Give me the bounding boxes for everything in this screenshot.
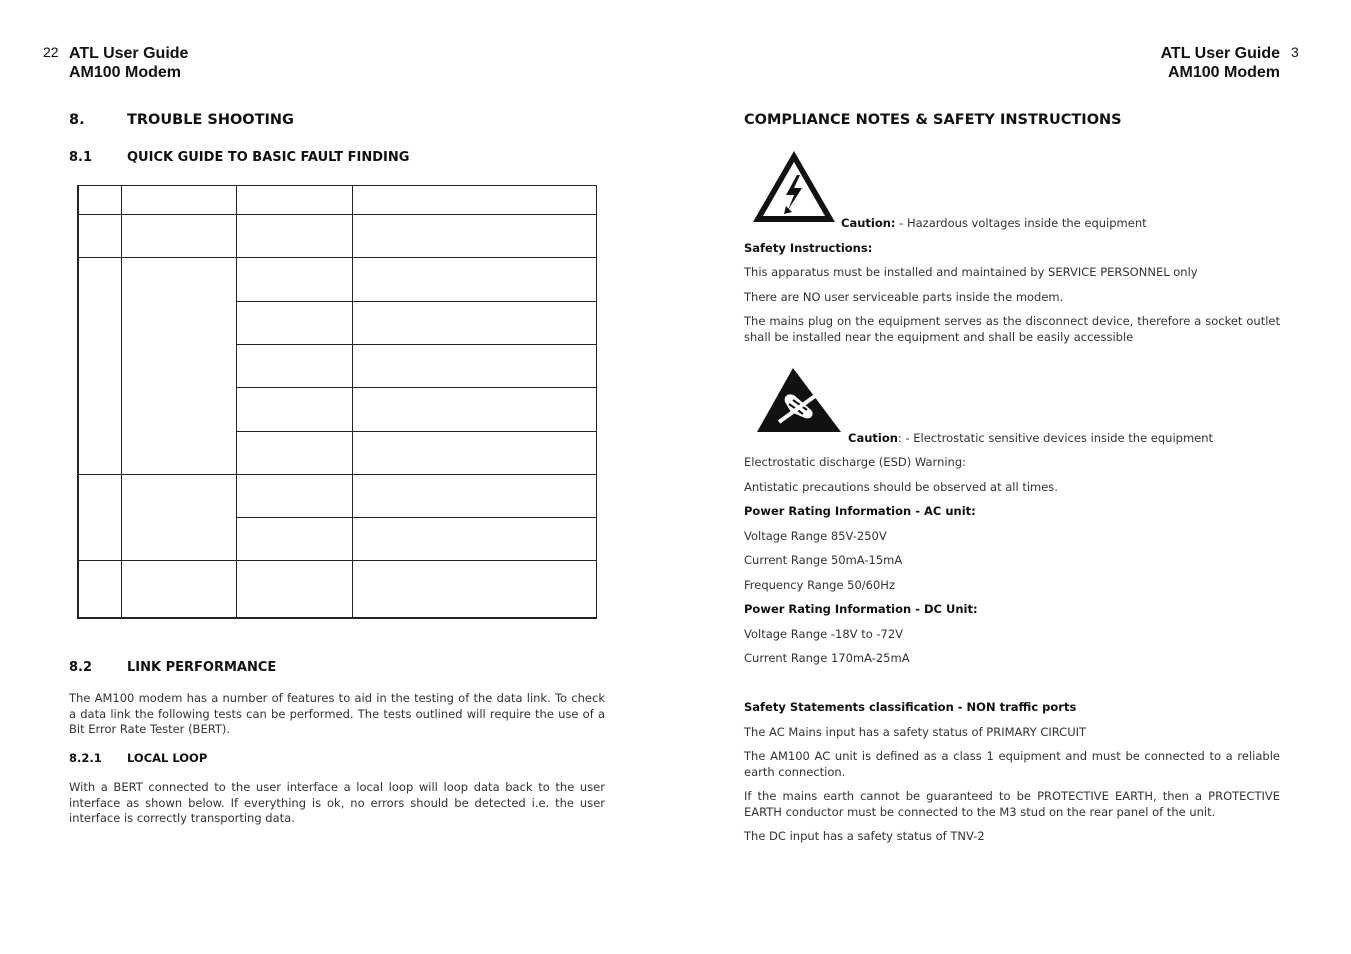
table-cell [237,302,353,345]
table-cell [353,561,597,617]
table-cell [237,475,353,518]
ac-voltage: Voltage Range 85V-250V [744,529,887,543]
esd-line-2: Antistatic precautions should be observed at all times. [744,480,1058,494]
esd-warning-icon [755,366,843,436]
local-loop-paragraph: With a BERT connected to the user interface a local loop will loop data back to the user interface as shown below. If everything is ok, no errors should be detected i.e. the user interface is correctly transporting data. [69,780,605,826]
table-cell [353,215,597,258]
section-title: LINK PERFORMANCE [127,660,277,675]
section-heading-8-2-1 [69,751,207,765]
safety-line-3: The mains plug on the equipment serves as the disconnect device, therefore a socket outlet shall be installed near the equipment and shall be easily accessible [744,314,1280,344]
link-performance-paragraph: The AM100 modem has a number of features to aid in the testing of the data link. To check a data link the following tests can be performed. The tests outlined will require the use of a Bit Error Rate Tester (BERT). [69,691,605,737]
classification-line-1: The AC Mains input has a safety status of PRIMARY CIRCUIT [744,725,1087,739]
table-cell [237,518,353,561]
ac-current: Current Range 50mA-15mA [744,553,903,567]
dc-rating-heading: Power Rating Information - DC Unit: [744,602,978,616]
ac-frequency: Frequency Range 50/60Hz [744,578,895,592]
header-right [1080,44,1280,82]
section-heading-8-2 [69,660,276,675]
header-subtitle: AM100 Modem [1167,64,1280,81]
caution-text: - Hazardous voltages inside the equipment [895,216,1147,230]
safety-line-2: There are NO user serviceable parts inside the modem. [744,290,1064,304]
section-heading-8-1 [69,150,409,165]
section-title: TROUBLE SHOOTING [127,112,294,128]
ac-rating-heading: Power Rating Information - AC unit: [744,504,976,518]
compliance-title: COMPLIANCE NOTES & SAFETY INSTRUCTIONS [744,112,1122,128]
header-left [69,44,188,82]
table-cell [237,561,353,617]
section-title: LOCAL LOOP [127,751,208,765]
classification-line-3: If the mains earth cannot be guaranteed to be PROTECTIVE EARTH, then a PROTECTIVE EARTH conductor must be connected to the M3 stud on the rear panel of the unit. [744,789,1280,819]
section-heading-8 [69,112,294,128]
page-number-left: 22 [43,44,59,60]
classification-heading: Safety Statements classification - NON traffic ports [744,700,1077,714]
caution-label: Caution [848,431,898,445]
esd-line-1: Electrostatic discharge (ESD) Warning: [744,455,967,469]
table-cell [237,345,353,388]
table-cell [353,432,597,475]
header-title: ATL User Guide [69,45,189,62]
caution-label: Caution: [841,216,896,230]
table-cell [353,475,597,518]
table-cell [353,388,597,432]
caution-esd-line [848,431,1213,447]
table-cell [79,215,122,258]
section-number: 8.2 [69,660,93,675]
page-number-right: 3 [1291,44,1299,60]
dc-current: Current Range 170mA-25mA [744,651,910,665]
safety-instructions-heading: Safety Instructions: [744,241,873,255]
section-number: 8.2.1 [69,751,102,765]
table-cell [79,475,122,561]
table-cell [122,561,237,617]
caution-hazard-line [841,216,1147,232]
section-number: 8. [69,112,85,128]
table-cell [353,258,597,302]
table-cell [79,258,122,475]
table-cell [79,561,122,617]
caution-text: : - Electrostatic sensitive devices inside the equipment [897,431,1214,445]
table-cell [122,186,237,215]
high-voltage-warning-icon [750,148,838,226]
classification-line-4: The DC input has a safety status of TNV-2 [744,829,985,843]
table-cell [353,186,597,215]
section-title: QUICK GUIDE TO BASIC FAULT FINDING [127,150,410,165]
fault-finding-table [77,185,597,619]
safety-line-1: This apparatus must be installed and maintained by SERVICE PERSONNEL only [744,265,1198,279]
table-cell [122,258,237,475]
table-cell [353,302,597,345]
table-cell [353,518,597,561]
header-subtitle: AM100 Modem [69,64,182,81]
table-cell [237,258,353,302]
section-number: 8.1 [69,150,93,165]
header-title: ATL User Guide [1160,45,1280,62]
dc-voltage: Voltage Range -18V to -72V [744,627,904,641]
table-cell [79,186,122,215]
table-cell [237,432,353,475]
table-cell [237,388,353,432]
table-cell [122,215,237,258]
table-cell [237,186,353,215]
table-cell [122,475,237,561]
table-cell [353,345,597,388]
table-cell [237,215,353,258]
classification-line-2: The AM100 AC unit is defined as a class 1 equipment and must be connected to a reliable earth connection. [744,749,1280,779]
